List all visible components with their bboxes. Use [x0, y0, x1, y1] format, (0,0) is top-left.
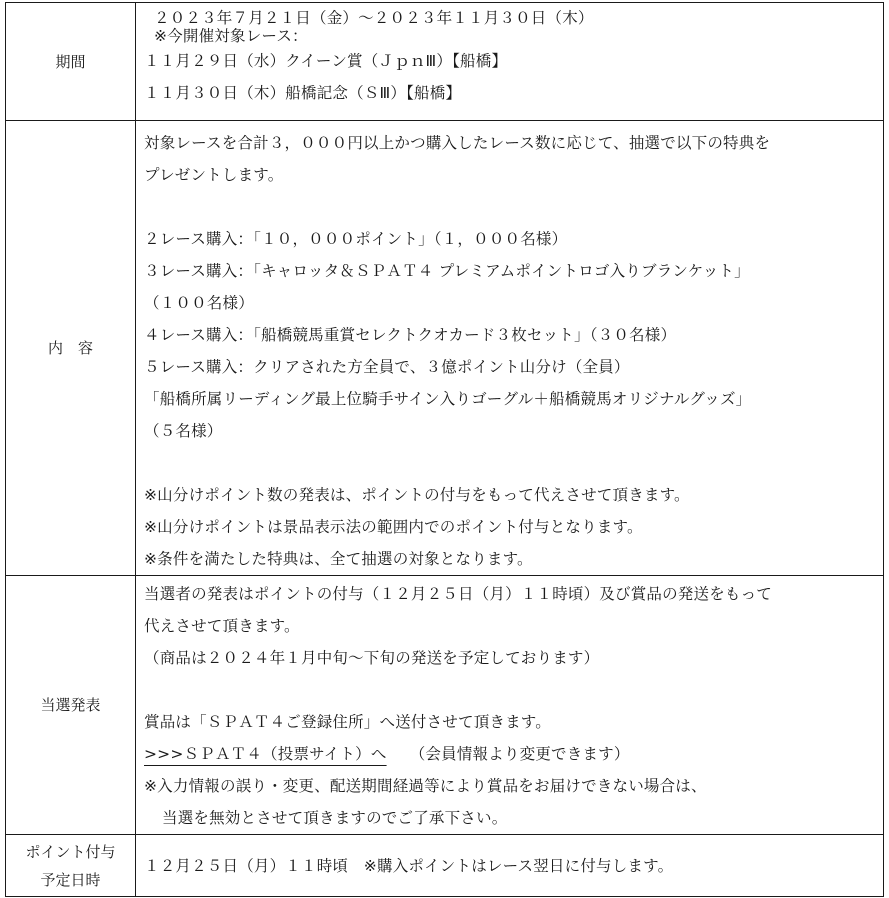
content-label: 内 容 — [6, 121, 136, 576]
announcement-text-1: 当選者の発表はポイントの付与（１２月２５日（月）１１時頃）及び賞品の発送をもって — [144, 585, 773, 603]
content-tier-3: ３レース購入：「キャロッタ＆ＳＰＡＴ４ プレミアムポイントロゴ入りブランケット」 — [144, 262, 750, 280]
announcement-row — [6, 576, 884, 835]
link-note: （会員情報より変更できます） — [409, 745, 630, 763]
announcement-text-2: 代えさせて頂きます。 — [144, 617, 300, 635]
announcement-body — [136, 576, 884, 835]
content-note-1: ※山分けポイント数の発表は、ポイントの付与をもって代えさせて頂きます。 — [144, 486, 690, 504]
spacer — [144, 447, 879, 479]
spacer — [144, 674, 879, 706]
points-label-line2: 予定日時 — [40, 870, 101, 889]
period-race-2: １１月３０日（木）船橋記念（ＳⅢ）【船橋】 — [144, 84, 462, 102]
announcement-address-text: 賞品は「ＳＰＡＴ４ご登録住所」へ送付させて頂きます。 — [144, 713, 551, 731]
points-label-line1: ポイント付与 — [25, 842, 116, 861]
period-race-1: １１月２９日（水）クイーン賞（ＪｐｎⅢ）【船橋】 — [144, 52, 508, 70]
spacer — [144, 191, 879, 223]
period-label: 期間 — [6, 3, 136, 121]
points-row — [6, 835, 884, 897]
content-note-3: ※条件を満たした特典は、全て抽選の対象となります。 — [144, 550, 533, 568]
announcement-warning-1: ※入力情報の誤り・変更、配送期間経過等により賞品をお届けできない場合は、 — [144, 777, 707, 795]
points-text: １２月２５日（月）１１時頃 ※購入ポイントはレース翌日に付与します。 — [144, 856, 674, 875]
campaign-details-table — [5, 2, 884, 897]
content-intro-2: プレゼントします。 — [144, 166, 284, 184]
content-body — [136, 121, 884, 576]
announcement-warning-2: 当選を無効とさせて頂きますのでご了承下さい。 — [162, 809, 508, 827]
content-tier-2: ２レース購入：「１０，０００ポイント」（１，０００名様） — [144, 230, 568, 248]
content-tier-5-count: （５名様） — [144, 422, 223, 440]
announcement-shipping-note: （商品は２０２４年１月中旬～下旬の発送を予定しております） — [144, 649, 600, 667]
announcement-label: 当選発表 — [6, 576, 136, 835]
period-dates: ２０２３年７月２１日（金）～２０２３年１１月３０日（木） — [154, 9, 594, 27]
content-tier-4: ４レース購入：「船橋競馬重賞セレクトクオカード３枚セット」（３０名様） — [144, 326, 677, 344]
content-row — [6, 121, 884, 576]
content-note-2: ※山分けポイントは景品表示法の範囲内でのポイント付与となります。 — [144, 518, 643, 536]
points-label — [6, 835, 136, 897]
spat4-site-link[interactable]: >>>ＳＰＡＴ４（投票サイト）へ — [144, 745, 387, 763]
announcement-link-line — [144, 738, 879, 770]
content-tier-5-prize: 「船橋所属リーディング最上位騎手サイン入りゴーグル＋船橋競馬オリジナルグッズ」 — [144, 390, 752, 408]
period-target-heading: ※今開催対象レース： — [154, 27, 308, 45]
content-tier-3-count: （１００名様） — [144, 294, 254, 312]
content-tier-5: ５レース購入：クリアされた方全員で、３億ポイント山分け（全員） — [144, 358, 630, 376]
period-content — [136, 3, 884, 121]
period-row — [6, 3, 884, 121]
points-body — [136, 835, 884, 897]
content-intro-1: 対象レースを合計３，０００円以上かつ購入したレース数に応じて、抽選で以下の特典を — [144, 134, 771, 152]
